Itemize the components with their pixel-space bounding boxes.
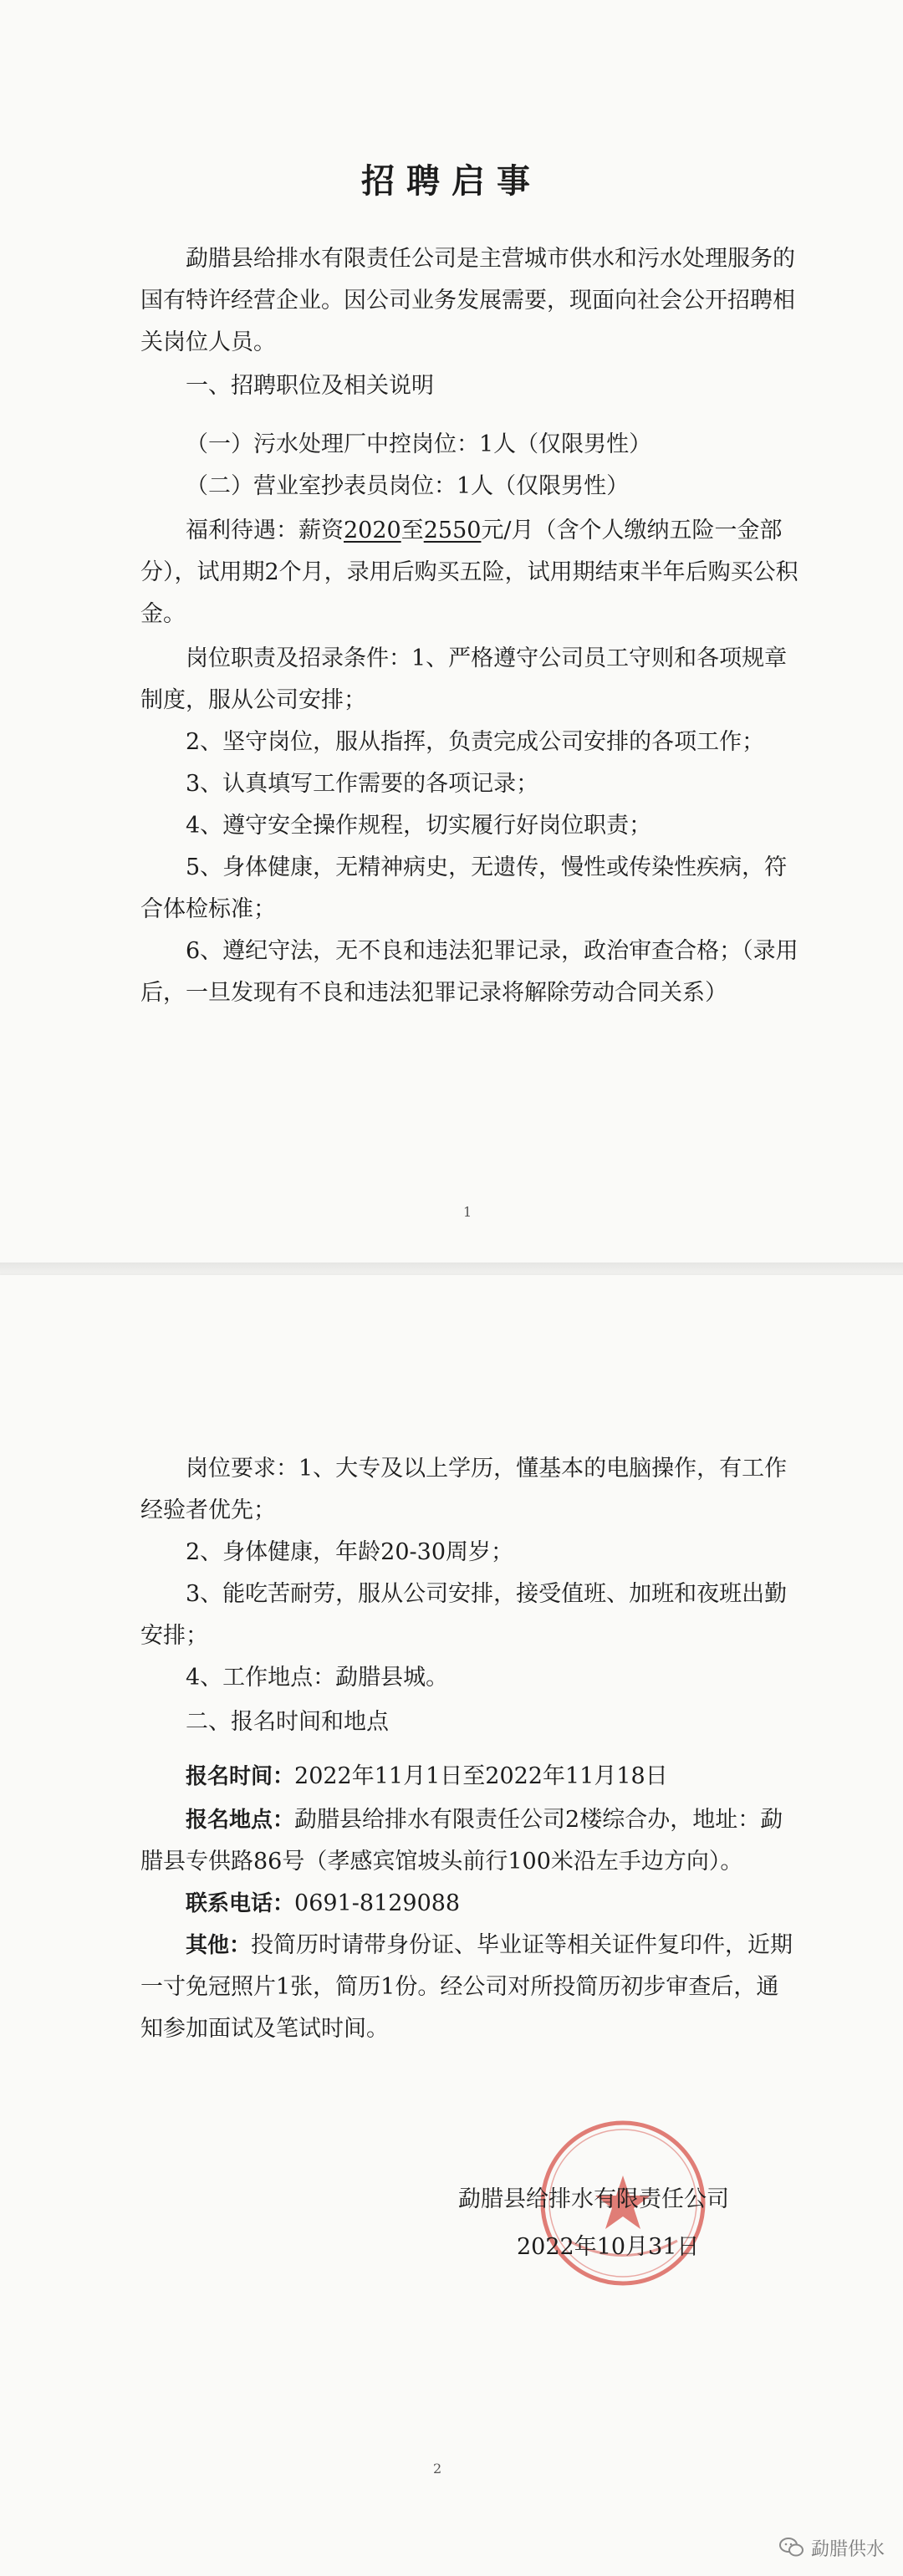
page-title: 招聘启事: [361, 161, 542, 201]
signup-time: [140, 1756, 801, 1798]
section-heading-1: 一、招聘职位及相关说明: [186, 373, 434, 399]
signature-date: 2022年10月31日: [517, 2234, 700, 2260]
chat-bubble-icon: [779, 2537, 804, 2558]
signup-place-value: 勐腊县给排水有限责任公司2楼综合办，地址：勐腊县专供路86号（孝感宾馆坡头前行100米沿左手边方向）。: [140, 1807, 783, 1875]
signup-place-label: 报名地点：: [186, 1808, 295, 1833]
other-label: 其他：: [186, 1933, 252, 1958]
phone-label: 联系电话：: [186, 1891, 295, 1916]
duty-item-6: 6、遵纪守法，无不良和违法犯罪记录，政治审查合格；（录用后，一旦发现有不良和违法犯罪记录将解除劳动合同关系）: [140, 938, 798, 1006]
requirement-item-4: 4、工作地点：勐腊县城。: [186, 1665, 449, 1691]
requirement-item-2: 2、身体健康，年龄20-30周岁；: [186, 1539, 514, 1565]
page-separator: [0, 1262, 903, 1275]
other-value: 投简历时请带身份证、毕业证等相关证件复印件，近期一寸免冠照片1张，简历1份。经公司对所投简历初步审查后，通知参加面试及笔试时间。: [140, 1932, 793, 2042]
watermark-text: 勐腊供水: [810, 2538, 885, 2560]
source-watermark: [779, 2533, 885, 2562]
intro-paragraph: 勐腊县给排水有限责任公司是主营城市供水和污水处理服务的国有特许经营企业。因公司业务发展需要，现面向社会公开招聘相关岗位人员。: [140, 246, 795, 355]
signup-place: [140, 1799, 801, 1883]
welfare-prefix: 福利待遇：薪资: [186, 518, 344, 543]
page-number-1: 1: [463, 1204, 472, 1220]
requirement-item-3: 3、能吃苦耐劳，服从公司安排，接受值班、加班和夜班出勤安排；: [140, 1581, 788, 1649]
welfare-paragraph: [140, 510, 801, 635]
salary-max: 2550: [423, 518, 482, 543]
requirement-item-1: 岗位要求：1、大专及以上学历，懂基本的电脑操作，有工作经验者优先；: [140, 1456, 788, 1523]
page-number-2: 2: [433, 2461, 442, 2477]
salary-min: 2020: [344, 518, 401, 543]
welfare-suffix: 元/月（含个人缴纳五险一金部分），试用期2个月，录用后购买五险，试用期结束半年后购买公积金。: [140, 518, 798, 627]
position-item-2: （二）营业室抄表员岗位：1人（仅限男性）: [186, 473, 630, 499]
signup-time-value: 2022年11月1日至2022年11月18日: [294, 1763, 668, 1789]
phone-value: 0691-8129088: [294, 1890, 461, 1916]
contact-phone: [140, 1883, 801, 1925]
salary-to: 至: [400, 518, 424, 543]
duty-item-5: 5、身体健康，无精神病史，无遗传，慢性或传染性疾病，符合体检标准；: [140, 854, 788, 922]
duty-item-1: 岗位职责及招录条件：1、严格遵守公司员工守则和各项规章制度，服从公司安排；: [140, 645, 788, 713]
duty-item-2: 2、坚守岗位，服从指挥，负责完成公司安排的各项工作；: [186, 729, 765, 755]
section-heading-2: 二、报名时间和地点: [186, 1709, 389, 1735]
duty-item-4: 4、遵守安全操作规程，切实履行好岗位职责；: [186, 813, 652, 839]
signature-company: 勐腊县给排水有限责任公司: [458, 2186, 729, 2212]
position-item-1: （一）污水处理厂中控岗位：1人（仅限男性）: [186, 431, 652, 457]
signup-time-label: 报名时间：: [186, 1764, 295, 1789]
duty-item-3: 3、认真填写工作需要的各项记录；: [186, 771, 539, 797]
other-info: [140, 1925, 801, 2050]
